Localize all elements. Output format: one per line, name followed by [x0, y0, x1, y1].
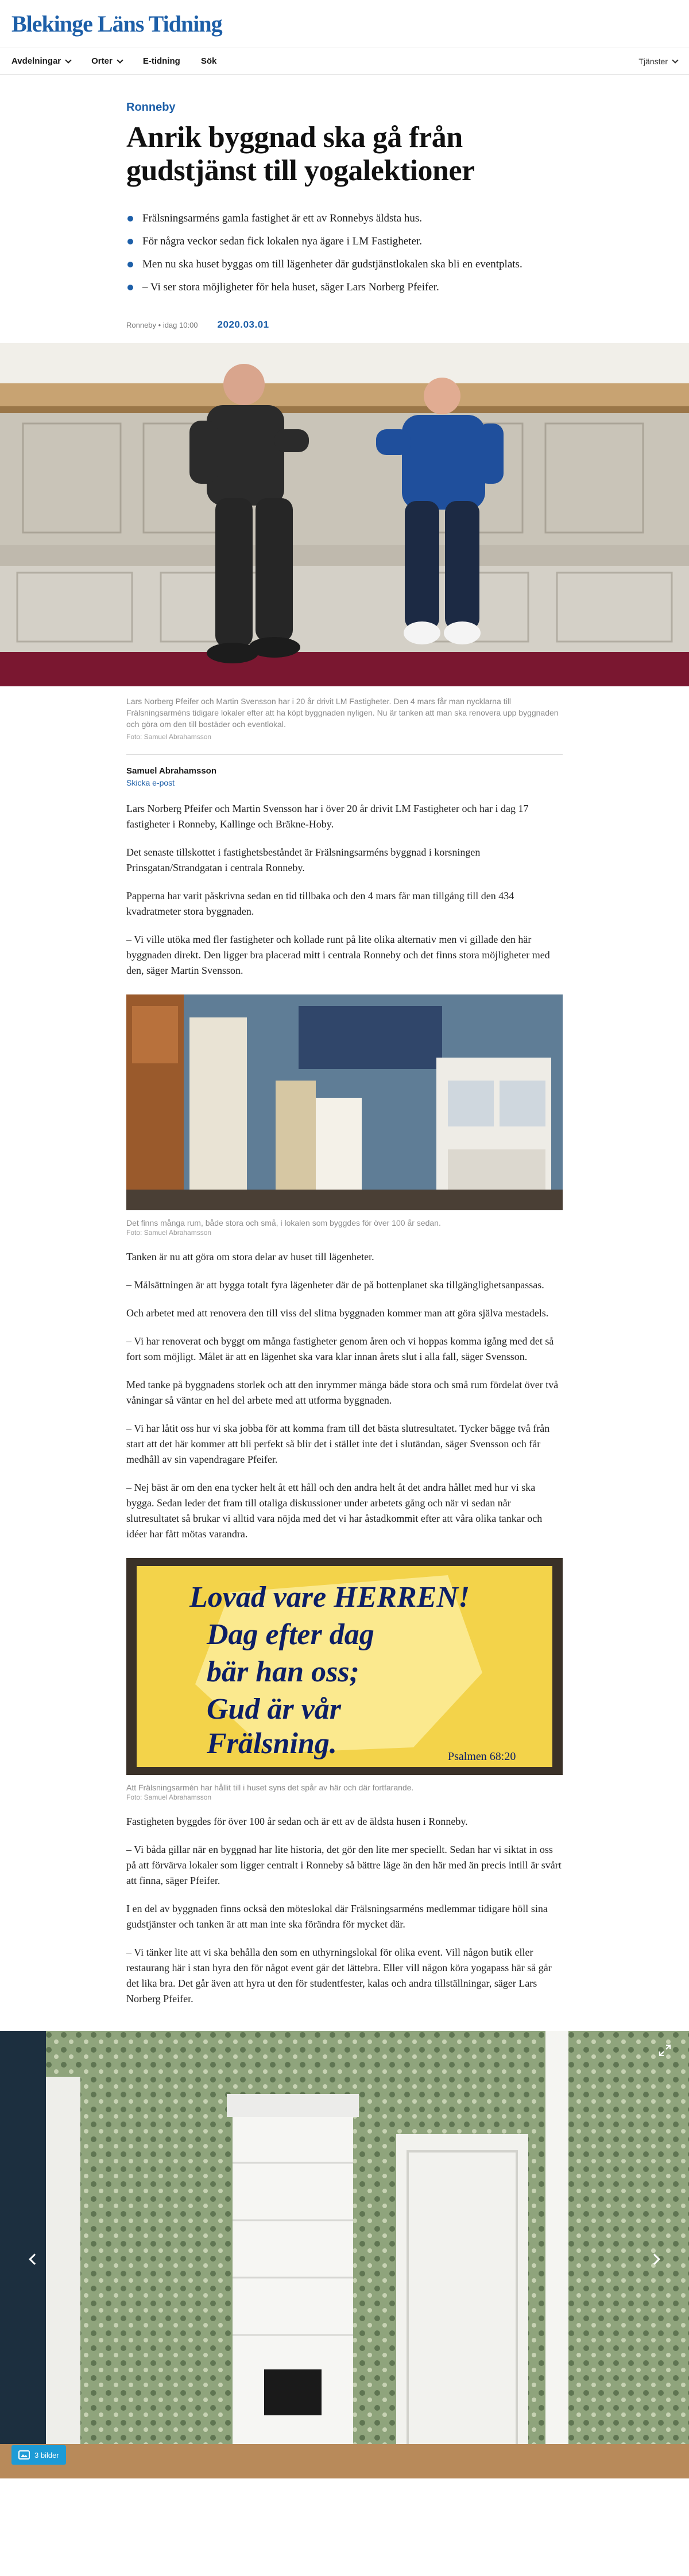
sign-line-4: Gud är vår — [207, 1693, 342, 1726]
body-paragraph: I en del av byggnaden finns också den möteslokal där Frälsningsarméns medlemmar tidigare höll sina gudstjänster och tanken är att man inte ska förändra för mycket där. — [126, 1903, 548, 1930]
chevron-down-icon — [672, 57, 678, 63]
summary-item: – Vi ser stora möjligheter för hela huset, säger Lars Norberg Pfeifer. — [126, 279, 563, 295]
nav-tjanster-label: Tjänster — [638, 56, 668, 66]
nav-orter-label: Orter — [91, 56, 113, 66]
image-gallery[interactable] — [0, 2031, 689, 2478]
body-paragraph: – Vi tänker lite att vi ska behålla den som en uthyrningslokal för olika event. Vill någon butik eller restaurang här i stan hyra den för något event går det lättebra. Eller vill någon köra yogapass här så går det lika bra. Det går även att hyra ut den för studentfester, kalas och andra tillställningar, säger Lars Norberg Pfeifer. — [126, 1946, 552, 2004]
chevron-left-icon — [29, 2253, 40, 2265]
article-body — [126, 801, 563, 2007]
chevron-right-icon — [649, 2253, 660, 2265]
sign-line-3: bär han oss; — [207, 1656, 359, 1688]
images-icon — [18, 2450, 30, 2460]
sign-photo — [126, 1558, 563, 1775]
hero-caption — [126, 686, 563, 743]
body-paragraph: – Nej bäst är om den ena tycker helt åt ett håll och den andra helt åt det andra hållet med hur vi ska bygga. Sedan leder det fram till otaliga diskussioner under arbetets gång och när vi sedan når slutresultatet så brukar vi alltid vara nöjda med det vi har åstadkommit efter att våra olika tankar och idéer har fått mötas varandra. — [126, 1482, 543, 1540]
body-paragraph: Det senaste tillskottet i fastighetsbeståndet är Frälsningsarméns byggnad i korsningen Prinsgatan/Strandgatan i centrala Ronneby. — [126, 846, 481, 873]
byline — [126, 754, 563, 788]
sign-line-2: Dag efter dag — [207, 1618, 374, 1651]
summary-item: Frälsningsarméns gamla fastighet är ett av Ronnebys äldsta hus. — [126, 211, 563, 226]
hero-photo — [0, 343, 689, 686]
nav-tjanster[interactable] — [638, 57, 678, 66]
main-nav — [0, 48, 689, 75]
body-paragraph: Papperna har varit påskrivna sedan en tid tillbaka och den 4 mars får man tillgång till den 434 kvadratmeter stora byggnaden. — [126, 890, 514, 917]
rooms-photo — [126, 994, 563, 1210]
rooms-caption: Det finns många rum, både stora och små, i lokalen som byggdes för över 100 år sedan. — [126, 1218, 441, 1227]
chevron-down-icon — [117, 57, 123, 63]
send-email-link[interactable]: Skicka e-post — [126, 778, 175, 787]
article-headline: Anrik byggnad ska gå från gudstjänst till yogalektioner — [126, 121, 475, 187]
inline-image-rooms[interactable] — [126, 994, 563, 1237]
gallery-prev-button[interactable] — [25, 2252, 41, 2268]
sign-line-1: Lovad vare HERREN! — [189, 1581, 470, 1614]
hero-caption-text: Lars Norberg Pfeifer och Martin Svensson har i 20 år drivit LM Fastigheter. Den 4 mars får man nycklarna till Frälsningsarméns tidigare lokaler efter att ha köpt byggnaden nyligen. Nu är tanken att man ska renovera upp byggnaden och göra om den till bostäder och eventlokal. — [126, 697, 559, 729]
rooms-photo-credit: Foto: Samuel Abrahamsson — [126, 1229, 212, 1237]
site-header — [0, 0, 689, 48]
sign-photo-credit: Foto: Samuel Abrahamsson — [126, 1793, 212, 1801]
body-paragraph: – Målsättningen är att bygga totalt fyra lägenheter där de på bottenplanet ska tillgänglighetsanpassas. — [126, 1279, 544, 1291]
body-paragraph: – Vi har låtit oss hur vi ska jobba för att komma fram till det bästa slutresultatet. Tycker bägge två från start att det här kommer att bli perfekt så blir det i stället inte det i slutändan, säger Svensson och får medhåll av sin vapendragare Pfeifer. — [126, 1423, 550, 1465]
body-paragraph: – Vi båda gillar när en byggnad har lite historia, det gör den lite mer speciellt. Sedan har vi siktat in oss på att förvärva lokaler som ligger centralt i Ronneby så bättre läge än den här med än precis intill är svårt att finna, säger Pfeifer. — [126, 1844, 562, 1886]
nav-e-tidning[interactable] — [143, 56, 180, 66]
nav-sok[interactable] — [201, 56, 217, 66]
publish-date: 2020.03.01 — [217, 319, 269, 330]
hero-photo-credit: Foto: Samuel Abrahamsson — [126, 733, 212, 741]
site-logo[interactable]: Blekinge Läns Tidning — [11, 11, 222, 37]
sign-line-5: Frälsning. — [207, 1727, 337, 1760]
article — [0, 101, 689, 2478]
summary-item: Men nu ska huset byggas om till lägenheter där gudstjänstlokalen ska bli en eventplats. — [126, 257, 563, 272]
gallery-count-button[interactable] — [11, 2445, 66, 2465]
nav-e-tidning-label: E-tidning — [142, 56, 180, 66]
sign-reference: Psalmen 68:20 — [448, 1750, 516, 1763]
nav-avdelningar-label: Avdelningar — [11, 56, 61, 66]
sign-caption: Att Frälsningsarmén har hållit till i huset syns det spår av här och där fortfarande. — [126, 1783, 414, 1792]
nav-sok-label: Sök — [200, 56, 217, 66]
section-label[interactable]: Ronneby — [126, 101, 176, 114]
hero-image[interactable] — [0, 343, 689, 686]
nav-avdelningar[interactable] — [11, 56, 71, 66]
body-paragraph: Tanken är nu att göra om stora delar av huset till lägenheter. — [126, 1251, 374, 1262]
article-meta — [126, 319, 563, 331]
article-summary — [126, 211, 563, 295]
nav-orter[interactable] — [91, 56, 122, 66]
body-paragraph: Lars Norberg Pfeifer och Martin Svensson har i över 20 år drivit LM Fastigheter och har i dag 17 fastigheter i Ronneby, Kallinge och Bräkne-Hoby. — [126, 803, 529, 830]
body-paragraph: – Vi ville utöka med fler fastigheter och kollade runt på lite olika alternativ men vi gillade den här byggnaden direkt. Den ligger bra placerad mitt i centrala Ronneby och det finns stora möjligheter med den, säger Martin Svensson. — [126, 934, 550, 976]
gallery-next-button[interactable] — [648, 2252, 664, 2268]
body-paragraph: Och arbetet med att renovera den till viss del slitna byggnaden kommer man att göra själva mestadels. — [126, 1307, 549, 1319]
author-name: Samuel Abrahamsson — [126, 766, 216, 776]
body-paragraph: Med tanke på byggnadens storlek och att den inrymmer många både stora och små rum fördelat över två våningar så väntar en hel del arbete med att utforma byggnaden. — [126, 1379, 559, 1406]
gallery-count-label: 3 bilder — [34, 2450, 59, 2460]
location-time: Ronneby • idag 10:00 — [126, 320, 198, 329]
expand-icon[interactable] — [658, 2043, 672, 2057]
chevron-down-icon — [65, 57, 71, 63]
gallery-photo — [0, 2031, 689, 2478]
body-paragraph: – Vi har renoverat och byggt om många fastigheter genom åren och vi hoppas komma igång med det så fort som möjligt. Målet är att en lägenhet ska vara klar innan årets slut i alla fall, säger Svensson. — [126, 1335, 554, 1362]
inline-image-sign[interactable] — [126, 1558, 563, 1801]
summary-item: För några veckor sedan fick lokalen nya ägare i LM Fastigheter. — [126, 234, 563, 249]
body-paragraph: Fastigheten byggdes för över 100 år sedan och är ett av de äldsta husen i Ronneby. — [126, 1816, 468, 1827]
